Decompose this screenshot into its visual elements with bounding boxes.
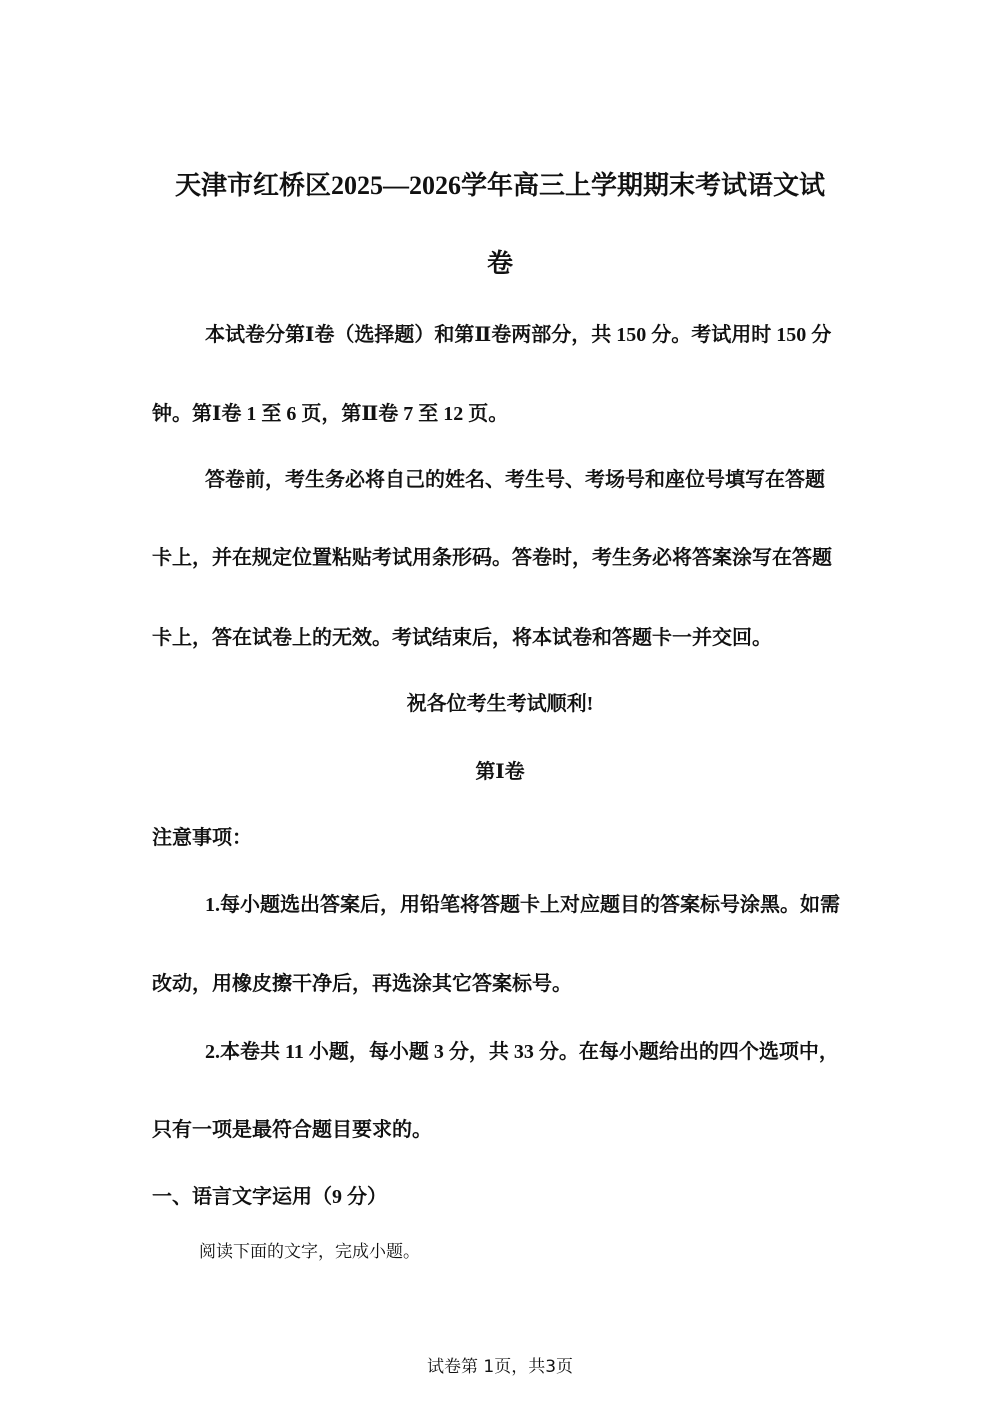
note1-line1: 1.每小题选出答案后，用铅笔将答题卡上对应题目的答案标号涂黑。如需 xyxy=(205,894,840,916)
section1-heading: 一、语言文字运用（9 分） xyxy=(152,1186,387,1208)
instructions-line3: 卡上，答在试卷上的无效。考试结束后，将本试卷和答题卡一并交回。 xyxy=(152,627,772,649)
wish-text: 祝各位考生考试顺利! xyxy=(406,693,594,715)
intro-line1: 本试卷分第Ⅰ卷（选择题）和第Ⅱ卷两部分，共 150 分。考试用时 150 分 xyxy=(205,324,832,346)
exam-title-line2: 卷 xyxy=(486,249,513,278)
exam-title-line1: 天津市红桥区2025—2026学年高三上学期期末考试语文试 xyxy=(174,171,825,200)
page-footer: 试卷第 1页，共3页 xyxy=(426,1357,574,1377)
note1-line2: 改动，用橡皮擦干净后，再选涂其它答案标号。 xyxy=(152,973,572,995)
instructions-line1: 答卷前，考生务必将自己的姓名、考生号、考场号和座位号填写在答题 xyxy=(205,469,825,491)
section1-prompt: 阅读下面的文字，完成小题。 xyxy=(199,1242,420,1262)
note2-line2: 只有一项是最符合题目要求的。 xyxy=(152,1119,432,1141)
instructions-line2: 卡上，并在规定位置粘贴考试用条形码。答卷时，考生务必将答案涂写在答题 xyxy=(152,547,832,569)
intro-line2: 钟。第Ⅰ卷 1 至 6 页，第Ⅱ卷 7 至 12 页。 xyxy=(152,403,509,425)
notes-heading: 注意事项： xyxy=(152,827,252,849)
note2-line1: 2.本卷共 11 小题，每小题 3 分，共 33 分。在每小题给出的四个选项中， xyxy=(205,1041,839,1063)
volume-title: 第Ⅰ卷 xyxy=(475,761,525,783)
